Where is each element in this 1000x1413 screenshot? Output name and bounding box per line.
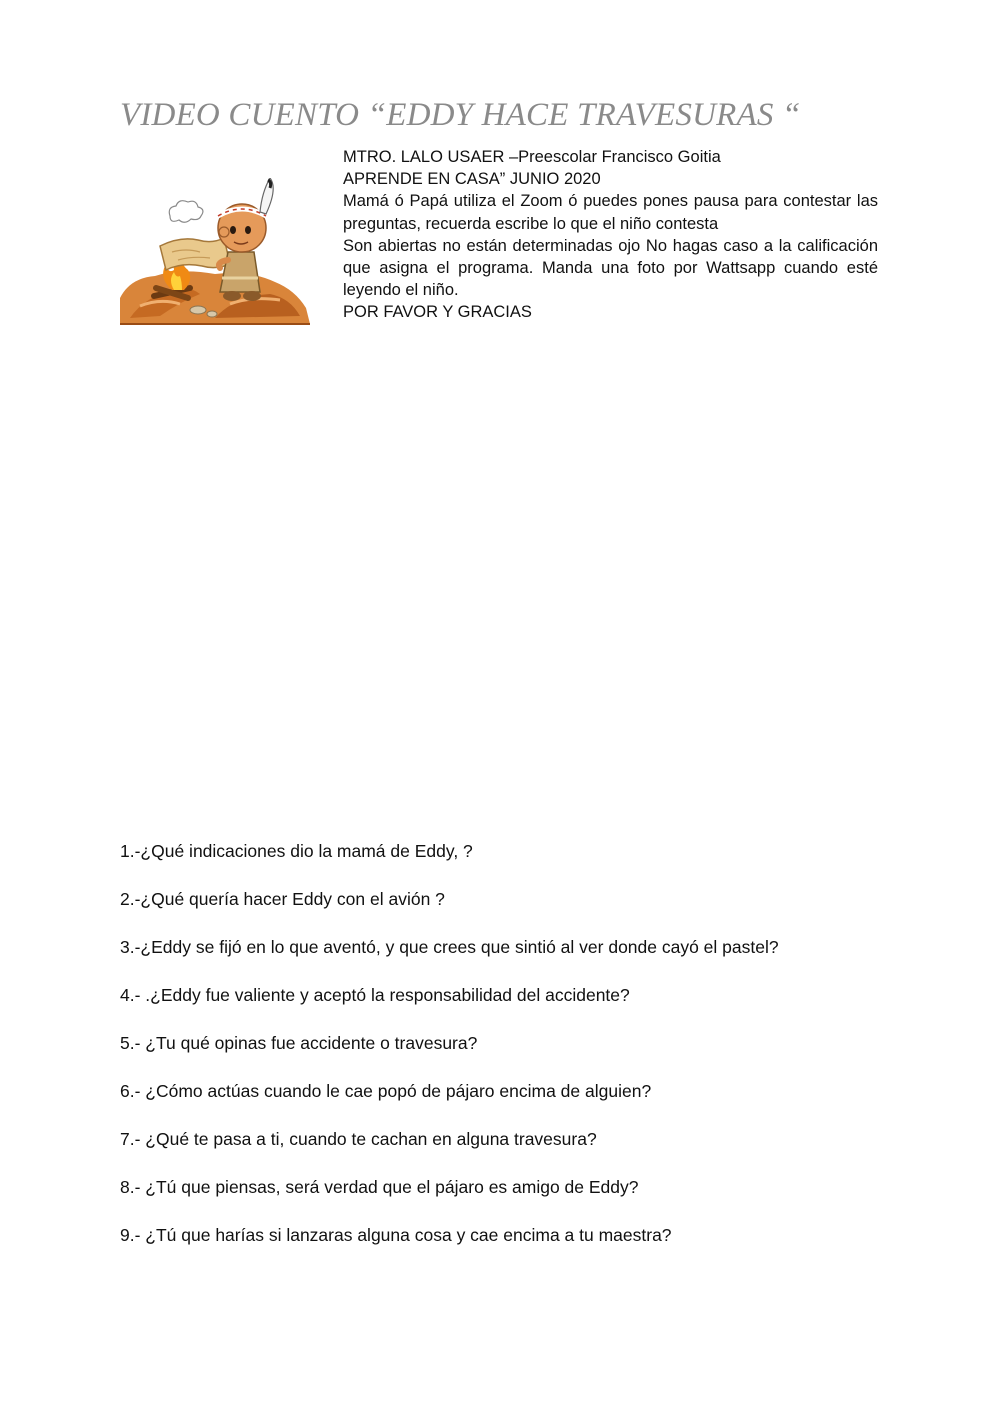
native-boy-campfire-illustration [120,178,310,326]
question-item: 4.- .¿Eddy fue valiente y aceptó la responsabilidad del accidente? [120,985,630,1005]
questions-list [120,840,878,1272]
page-title: VIDEO CUENTO “EDDY HACE TRAVESURAS “ [120,97,801,133]
question-item: 8.- ¿Tú que piensas, será verdad que el pájaro es amigo de Eddy? [120,1177,639,1197]
intro-instructions [343,146,878,324]
question-item: 5.- ¿Tu qué opinas fue accidente o travesura? [120,1033,478,1053]
question-item: 3.-¿Eddy se fijó en lo que aventó, y que crees que sintió al ver donde cayó el pastel? [120,937,779,957]
smoke-puff-icon [169,201,203,223]
teacher-line: MTRO. LALO USAER –Preescolar Francisco Goitia [343,148,721,166]
question-item: 1.-¿Qué indicaciones dio la mamá de Eddy, ? [120,841,473,861]
question-item: 7.- ¿Qué te pasa a ti, cuando te cachan en alguna travesura? [120,1129,597,1149]
program-line: APRENDE EN CASA” JUNIO 2020 [343,170,601,189]
feather-icon [260,178,273,214]
instructions-paragraph-1: Mamá ó Papá utiliza el Zoom ó puedes pones pausa para contestar las preguntas, recuerda escribe lo que el niño contesta [343,192,878,233]
question-item: 2.-¿Qué quería hacer Eddy con el avión ? [120,889,445,909]
instructions-paragraph-2: Son abiertas no están determinadas ojo No hagas caso a la calificación que asigna el programa. Manda una foto por Wattsapp cuando esté leyendo el niño. [343,236,878,300]
question-item: 9.- ¿Tú que harías si lanzaras alguna cosa y cae encima a tu maestra? [120,1225,672,1245]
closing-line: POR FAVOR Y GRACIAS [343,303,532,322]
question-item: 6.- ¿Cómo actúas cuando le cae popó de pájaro encima de alguien? [120,1081,652,1101]
